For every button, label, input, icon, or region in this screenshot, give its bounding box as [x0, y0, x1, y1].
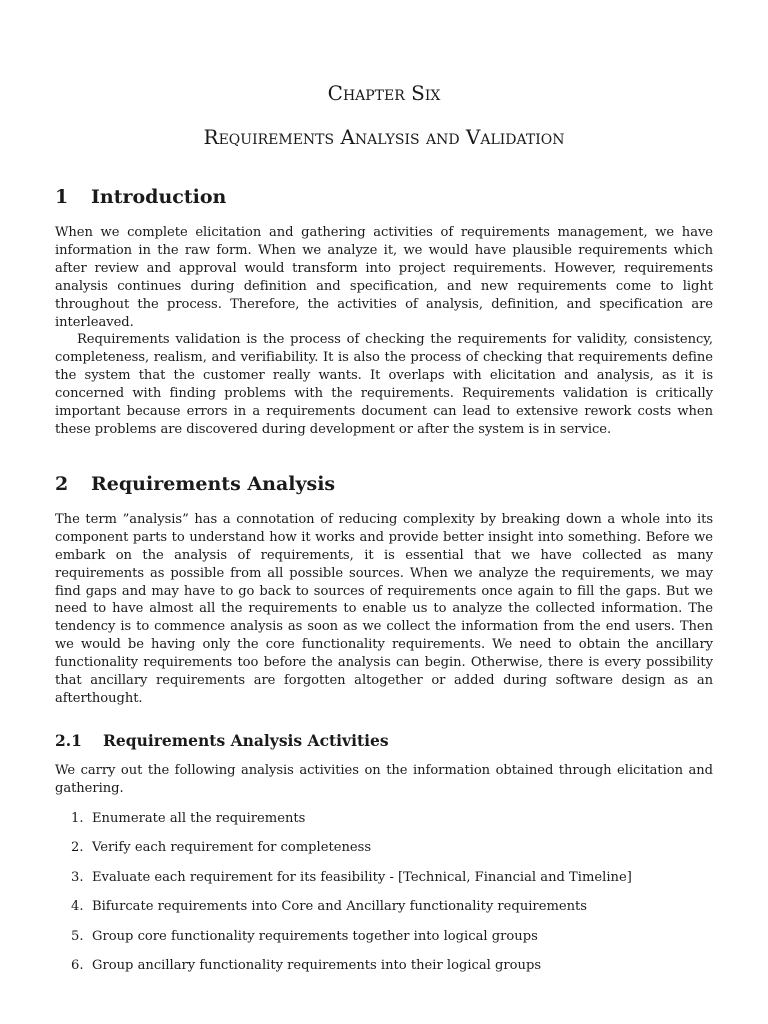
- list-item: [55, 869, 713, 887]
- list-item-text: Group core functionality requirements together into logical groups: [92, 928, 538, 944]
- list-item-text: Enumerate all the requirements: [92, 810, 306, 826]
- list-marker: 3.: [71, 869, 84, 885]
- analysis-activities-list: [55, 810, 713, 976]
- subsection-heading-analysis-activities: [55, 730, 713, 752]
- list-marker: 2.: [71, 840, 84, 856]
- document-page: [55, 78, 713, 987]
- paragraph: Requirements validation is the process of checking the requirements for validity, consistency, completeness, realism, and verifiability. It is also the process of checking that requirements define the system that the customer really wants. It overlaps with elicitation and analysis, as it is concerned with finding problems with the requirements. Requirements validation is critically important because errors in a requirements document can lead to extensive rework costs when these problems are discovered during development or after the system is in service.: [55, 332, 713, 437]
- section-title: Requirements Analysis: [91, 472, 336, 495]
- list-item: [55, 810, 713, 828]
- chapter-subtitle: Requirements Analysis and Validation: [203, 125, 565, 149]
- list-item-text: Group ancillary functionality requirements into their logical groups: [92, 958, 542, 974]
- list-item-text: Evaluate each requirement for its feasibility - [Technical, Financial and Timeline]: [92, 869, 632, 885]
- paragraph: We carry out the following analysis activities on the information obtained through elicitation and gathering.: [55, 762, 713, 796]
- section-heading-introduction: [55, 184, 713, 210]
- list-marker: 4.: [71, 899, 84, 915]
- list-item: [55, 898, 713, 916]
- subsection-title: Requirements Analysis Activities: [103, 730, 389, 750]
- section-heading-requirements-analysis: [55, 471, 713, 497]
- list-item-text: Verify each requirement for completeness: [92, 840, 372, 856]
- list-item: [55, 957, 713, 975]
- paragraph: When we complete elicitation and gathering activities of requirements management, we have information in the raw form. When we analyze it, we would have plausible requirements which after review and approval would transform into project requirements. However, requirements analysis continues during definition and specification, and new requirements come to light throughout the process. Therefore, the activities of analysis, definition, and specification are interleaved.: [55, 225, 713, 330]
- list-marker: 5.: [71, 928, 84, 944]
- list-marker: 1.: [71, 810, 84, 826]
- paragraph: The term ”analysis” has a connotation of reducing complexity by breaking down a whole into its component parts to understand how it works and provide better insight into something. Before we embark on the analysis of requirements, it is essential that we have collected as many requirements as possible from all possible sources. When we analyze the requirements, we may find gaps and may have to go back to sources of requirements once again to fill the gaps. But we need to have almost all the requirements to enable us to analyze the collected information. The tendency is to commence analysis as soon as we collect the information from the end users. Then we would be having only the core functionality requirements. We need to obtain the ancillary functionality requirements too before the analysis can begin. Otherwise, there is every possibility that ancillary requirements are forgotten altogether or added during software design as an afterthought.: [55, 511, 713, 706]
- chapter-title: Chapter Six: [327, 81, 441, 105]
- list-item: [55, 839, 713, 857]
- section-number: 1: [55, 186, 69, 208]
- list-item-text: Bifurcate requirements into Core and Ancillary functionality requirements: [92, 899, 588, 915]
- list-item: [55, 928, 713, 946]
- section-title: Introduction: [91, 186, 227, 208]
- section-number: 2: [55, 472, 69, 495]
- subsection-number: 2.1: [55, 730, 82, 750]
- list-marker: 6.: [71, 958, 84, 974]
